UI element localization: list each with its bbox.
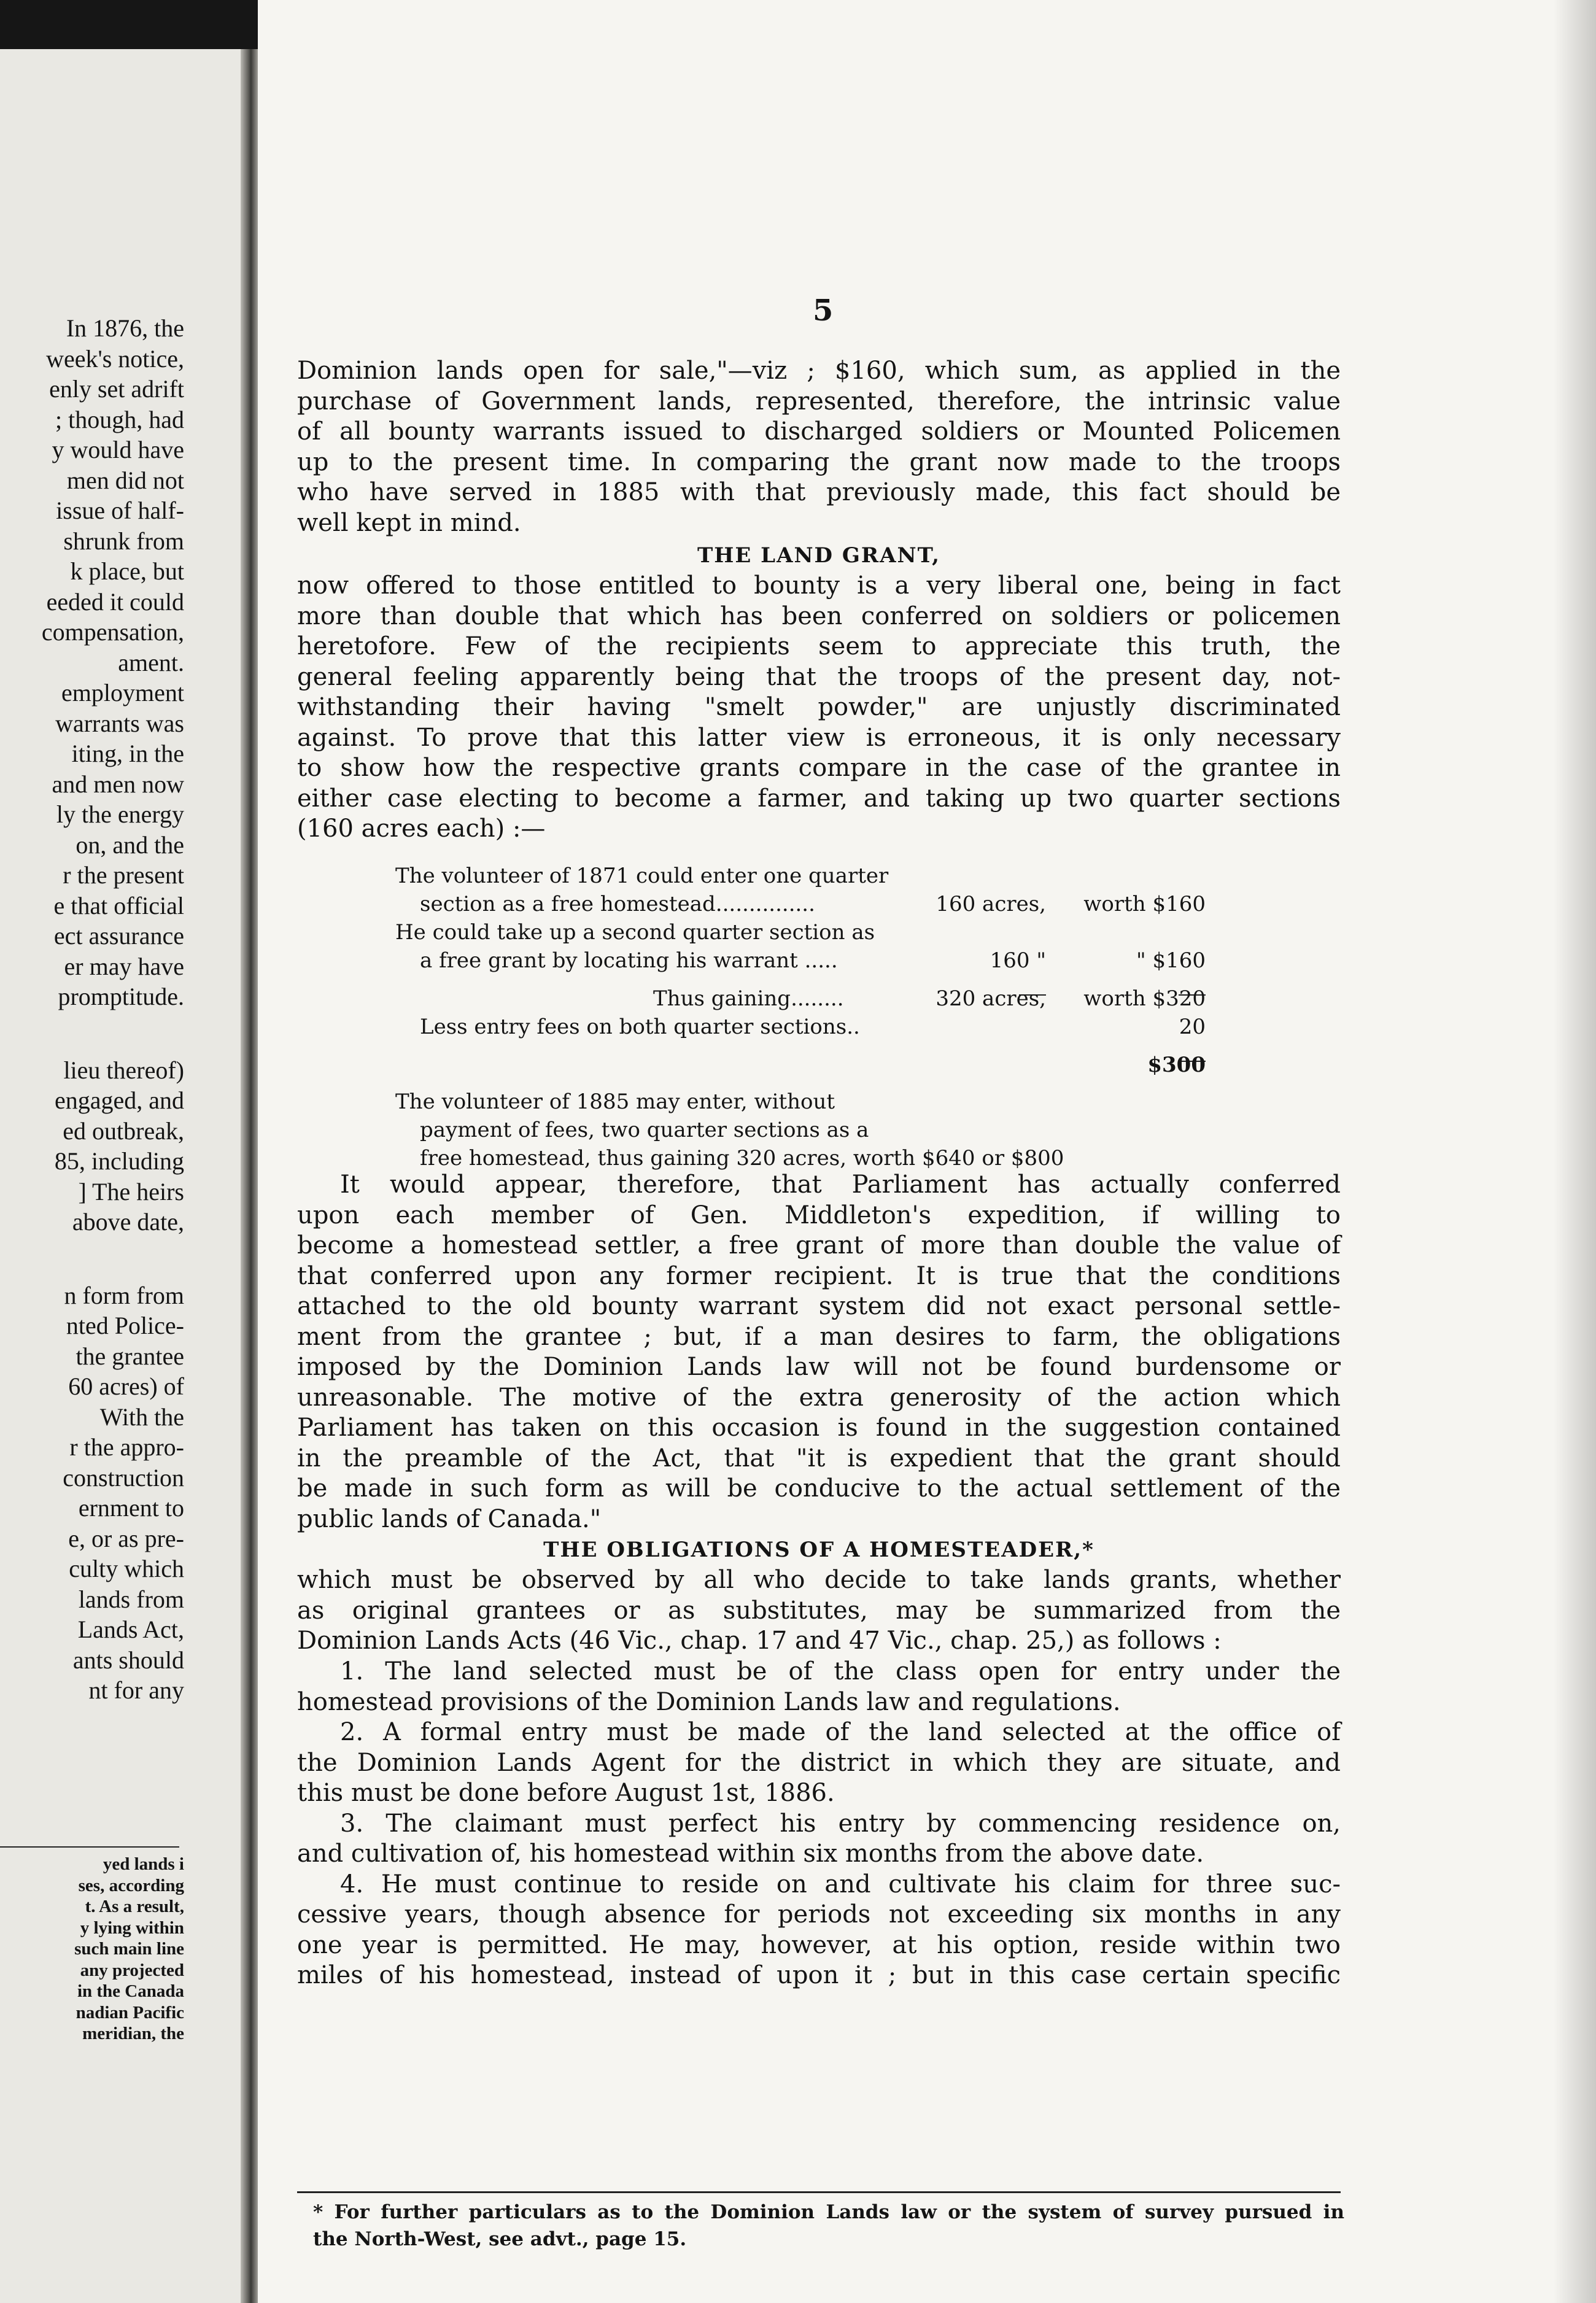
left-note-line: ses, according [78,1875,184,1895]
text-line: that conferred upon any former recipient. It is true that the conditions [297,1261,1341,1290]
left-page-line: promptitude. [58,983,184,1010]
left-page-line: week's notice, [46,344,184,373]
calc-row [395,890,1206,918]
text-line: homestead provisions of the Dominion Lands law and regulations. [297,1687,1121,1716]
heading-land-grant [297,540,1341,571]
calc-desc: payment of fees, two quarter sections as a [420,1118,869,1142]
obligation-list [297,1657,1341,1991]
calc-desc: free homestead, thus gaining 320 acres, worth $640 or $800 [420,1146,1064,1171]
calc-row [395,985,1206,1013]
text-line: 4. He must continue to reside on and cultivate his claim for three suc- [340,1870,1341,1899]
text-line: miles of his homestead, instead of upon it ; but in this case certain specific [297,1961,1341,1989]
left-page-line: ament. [118,648,184,676]
text-line: the Dominion Lands Agent for the district in which they are situate, and [297,1748,1341,1777]
text-line: to show how the respective grants compare in the case of the grantee in [297,754,1341,782]
text-line: become a homestead settler, a free grant of more than double the value of [297,1231,1341,1260]
text-line: heretofore. Few of the recipients seem to appreciate this truth, the [297,632,1341,660]
text-line: and cultivation of, his homestead within six months from the above date. [297,1840,1204,1868]
calc-row [395,1051,1206,1079]
left-page-line: enly set adrift [49,375,184,403]
text-line: one year is permitted. He may, however, at his option, reside within two [297,1930,1341,1959]
obligation-item [297,1809,1341,1870]
left-note-line: meridian, the [82,2024,184,2043]
text-line: either case electing to become a farmer, and taking up two quarter sections [297,784,1341,813]
left-page-line: compensation, [41,618,184,646]
text-line: unreasonable. The motive of the extra generosity of the action which [297,1383,1341,1412]
footnote [313,2199,1344,2253]
calc-row [395,918,1206,946]
left-page-notes [5,1854,184,2045]
calc-worth: worth $160 [1083,892,1206,916]
left-page-line: ants should [72,1646,184,1674]
text-line: Parliament has taken on this occasion is found in the suggestion contained [297,1414,1341,1442]
calc-dash-row [395,975,1206,985]
left-page-line: ect assurance [53,922,184,950]
text-line: upon each member of Gen. Middleton's expedition, if willing to [297,1201,1341,1229]
paragraph-3 [297,1170,1341,1535]
left-page [0,49,241,2303]
calc-worth: worth $320 [1083,986,1206,1011]
left-page-line: engaged, and [54,1086,184,1114]
left-page-line: ly the energy [56,800,184,828]
text-line: general feeling apparently being that the troops of the present day, not- [297,662,1341,691]
calc-row [395,1116,1206,1144]
text-line: It would appear, therefore, that Parliament has actually conferred [340,1171,1341,1199]
text-line: public lands of Canada." [297,1504,602,1533]
obligation-item [297,1717,1341,1809]
text-line: (160 acres each) :— [297,815,546,843]
text-line: withstanding their having "smelt powder," are unjustly discriminated [297,693,1341,721]
section-heading: THE LAND GRANT, [697,543,940,568]
text-line: cessive years, though absence for periods not exceeding six months in any [297,1900,1341,1929]
left-page-line: issue of half- [56,497,184,524]
heading-obligations [297,1535,1341,1565]
left-page-line: culty which [69,1555,184,1582]
book-gutter [241,49,258,2303]
left-page-line: the grantee [76,1342,184,1370]
left-page-line: r the appro- [69,1433,184,1461]
text-line: which must be observed by all who decide to take lands grants, whether [297,1566,1341,1594]
text-line: now offered to those entitled to bounty is a very liberal one, being in fact [297,571,1341,600]
left-page-line: employment [61,679,184,706]
text-line: imposed by the Dominion Lands law will not be found burdensome or [297,1353,1341,1381]
paragraph-1 [297,356,1341,538]
calc-dash-row [395,1041,1206,1051]
left-note-line: y lying within [80,1918,184,1938]
paragraph-2 [297,571,1341,845]
paragraph-4 [297,1565,1341,1657]
text-line: Dominion Lands Acts (46 Vic., chap. 17 and 47 Vic., chap. 25,) as follows : [297,1627,1222,1655]
text-line: Dominion lands open for sale,"—viz ; $160, which sum, as applied in the [297,357,1341,385]
left-page-line: construction [63,1463,184,1492]
left-page-line: warrants was [55,709,184,737]
left-page-line: iting, in the [71,740,184,767]
left-page-line [5,1237,184,1280]
left-footnote-rule [0,1846,179,1848]
calc-desc: Thus gaining........ [653,986,844,1011]
left-page-line: ed outbreak, [63,1117,184,1145]
text-line: be made in such form as will be conducive to the actual settlement of the [297,1474,1341,1503]
left-page-line: ] The heirs [78,1177,184,1206]
left-page-line: e, or as pre- [68,1524,184,1552]
obligation-item [297,1870,1341,1991]
footnote-line: the North-West, see advt., page 15. [313,2228,687,2250]
left-page-line: 85, including [54,1147,184,1175]
obligation-item [297,1657,1341,1717]
calc-worth: 20 [1179,1015,1206,1039]
text-line: who have served in 1885 with that previously made, this fact should be [297,478,1341,506]
left-page-line: In 1876, the [66,314,184,342]
left-page-line: eeded it could [46,587,184,616]
text-line: in the preamble of the Act, that "it is expedient that the grant should [297,1444,1341,1473]
calc-acres: 160 acres, [936,892,1046,916]
calc-row [395,1088,1206,1116]
left-note-line: in the Canada [77,1981,184,2001]
text-line: 1. The land selected must be of the class open for entry under the [340,1657,1341,1686]
text-line: against. To prove that this latter view is erroneous, it is only necessary [297,723,1341,752]
left-page-line: k place, but [70,557,184,585]
left-page-line: ; though, had [55,405,184,433]
left-page-line: nted Police- [66,1312,184,1339]
text-line: 3. The claimant must perfect his entry by commencing residence on, [340,1809,1341,1838]
text-line: purchase of Government lands, represented, therefore, the intrinsic value [297,387,1341,416]
calc-desc: The volunteer of 1871 could enter one quarter [395,864,889,888]
calc-desc: section as a free homestead............... [420,892,815,916]
calc-desc: Less entry fees on both quarter sections.. [420,1015,860,1039]
left-page-line: men did not [66,466,184,494]
left-page-line: y would have [52,436,184,463]
text-line: this must be done before August 1st, 1886. [297,1779,835,1807]
left-page-line: Lands Act, [77,1616,184,1643]
left-page-line: lands from [78,1585,184,1613]
left-note-line: such main line [74,1939,184,1959]
left-page-line: 60 acres) of [68,1372,184,1400]
right-page [258,0,1596,2303]
calc-acres: 320 acres, [936,986,1046,1011]
text-line: 2. A formal entry must be made of the land selected at the office of [340,1718,1341,1746]
text-line: ment from the grantee ; but, if a man desires to farm, the obligations [297,1322,1341,1351]
left-page-line: ernment to [78,1494,184,1522]
left-note-line: any projected [80,1960,184,1980]
left-page-line: on, and the [76,830,184,859]
calc-desc: The volunteer of 1885 may enter, without [395,1090,835,1114]
section-heading: THE OBLIGATIONS OF A HOMESTEADER,* [543,1538,1094,1562]
grant-comparison [395,862,1206,1172]
calc-row [395,862,1206,890]
left-page-line: nt for any [88,1676,184,1704]
left-note-line: yed lands i [103,1854,184,1874]
calc-row [395,946,1206,975]
left-note-line: t. As a result, [85,1897,184,1916]
left-page-line: and men now [52,770,184,798]
text-line: more than double that which has been conferred on soldiers or policemen [297,602,1341,630]
calc-total: $300 [1147,1053,1206,1077]
left-page-line: r the present [63,861,184,889]
text-line: as original grantees or as substitutes, may be summarized from the [297,1596,1341,1625]
left-page-line: n form from [64,1281,184,1309]
left-page-line: above date, [72,1208,184,1236]
left-page-text [5,313,184,1706]
left-page-line: lieu thereof) [63,1056,184,1084]
left-note-line: nadian Pacific [76,2002,184,2022]
footnote-line: * For further particulars as to the Dominion Lands law or the system of survey pursued in [313,2201,1344,2223]
text-line: up to the present time. In comparing the grant now made to the troops [297,447,1341,476]
calc-worth: " $160 [1136,948,1206,973]
text-line: of all bounty warrants issued to discharged soldiers or Mounted Policemen [297,417,1341,446]
left-page-line: shrunk from [63,527,184,555]
calc-row [395,1013,1206,1041]
left-page-line: e that official [53,891,184,919]
footnote-rule [297,2191,1341,2193]
calc-desc: He could take up a second quarter section as [395,920,875,945]
text-line: attached to the old bounty warrant system did not exact personal settle- [297,1292,1341,1320]
calc-acres: 160 " [990,948,1046,973]
calc-desc: a free grant by locating his warrant ..... [420,948,838,973]
left-page-line: With the [99,1403,184,1431]
text-line: well kept in mind. [297,508,521,537]
left-page-line: er may have [64,952,184,980]
calc-row [395,1144,1206,1172]
left-page-line [5,1012,184,1055]
page-number: 5 [813,293,834,328]
